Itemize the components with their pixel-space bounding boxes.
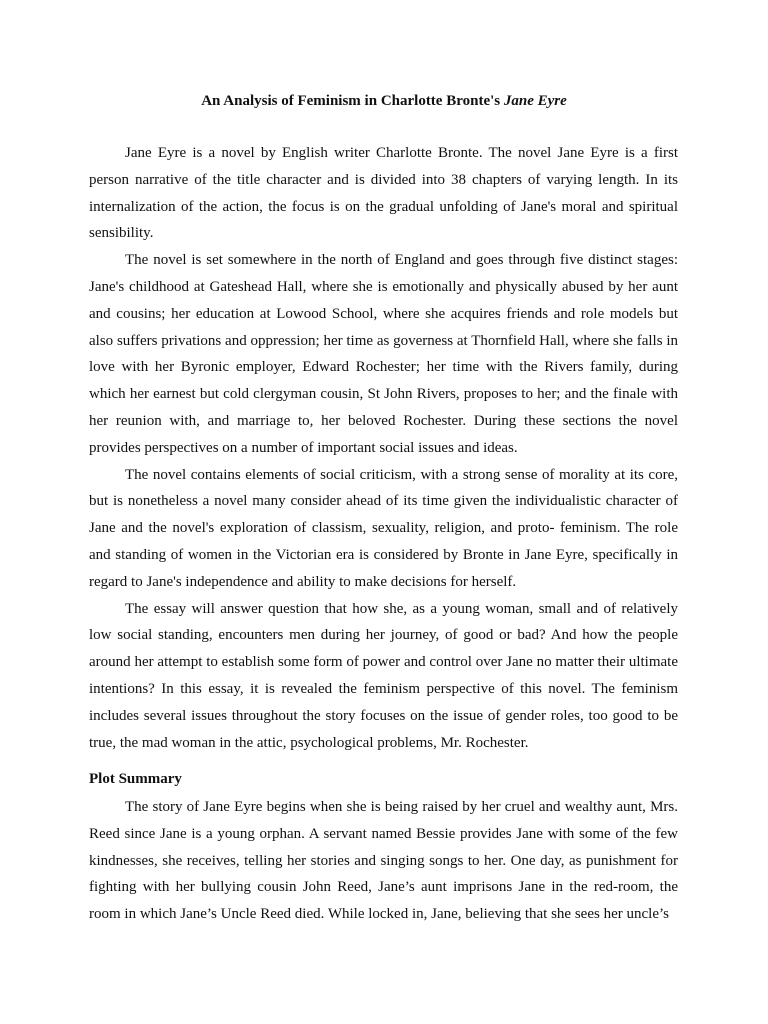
paragraph-3: The novel contains elements of social criticism, with a strong sense of morality at its core, but is nonetheless a novel many consider ahead of its time given the individualistic character of Jane and the novel's exploration of classism, sexuality, religion, and proto- feminism. The role and standing of women in the Victorian era is considered by Bronte in Jane Eyre, specifically in regard to Jane's independence and ability to make decisions for herself. [89,466,678,590]
plot-summary-body [89,794,678,928]
title-italic-text: Jane Eyre [503,93,567,109]
document-title [0,91,768,111]
paragraph-1: Jane Eyre is a novel by English writer Charlotte Bronte. The novel Jane Eyre is a first person narrative of the title character and is divided into 38 chapters of varying length. In its internalization of the action, the focus is on the gradual unfolding of Jane's moral and spiritual sensibility. [89,145,678,242]
section-heading: Plot Summary [89,771,182,787]
paragraph-2: The novel is set somewhere in the north of England and goes through five distinct stages: Jane's childhood at Gateshead Hall, where she is emotionally and physically abused by her aunt and cousins; her education at Lowood School, where she acquires friends and role models but also suffers privations and oppression; her time as governess at Thornfield Hall, where she falls in love with her Byronic employer, Edward Rochester; her time with the Rivers family, during which her earnest but cold clergyman cousin, St John Rivers, proposes to her; and the finale with her reunion with, and marriage to, her beloved Rochester. During these sections the novel provides perspectives on a number of important social issues and ideas. [89,252,678,456]
intro-body [89,140,678,756]
paragraph-4: The essay will answer question that how she, as a young woman, small and of relatively low social standing, encounters men during her journey, of good or bad? And how the people around her attempt to establish some form of power and control over Jane no matter their ultimate intentions? In this essay, it is revealed the feminism perspective of this novel. The feminism includes several issues throughout the story focuses on the issue of gender roles, too good to be true, the mad woman in the attic, psychological problems, Mr. Rochester. [89,600,678,751]
plot-summary-paragraph: The story of Jane Eyre begins when she is being raised by her cruel and wealthy aunt, Mrs. Reed since Jane is a young orphan. A servant named Bessie provides Jane with some of the few kindnesses, she receives, telling her stories and singing songs to her. One day, as punishment for fighting with her bullying cousin John Reed, Jane’s aunt imprisons Jane in the red-room, the room in which Jane’s Uncle Reed died. While locked in, Jane, believing that she sees her uncle’s [89,799,678,923]
title-main-text: An Analysis of Feminism in Charlotte Bronte's [201,93,504,109]
